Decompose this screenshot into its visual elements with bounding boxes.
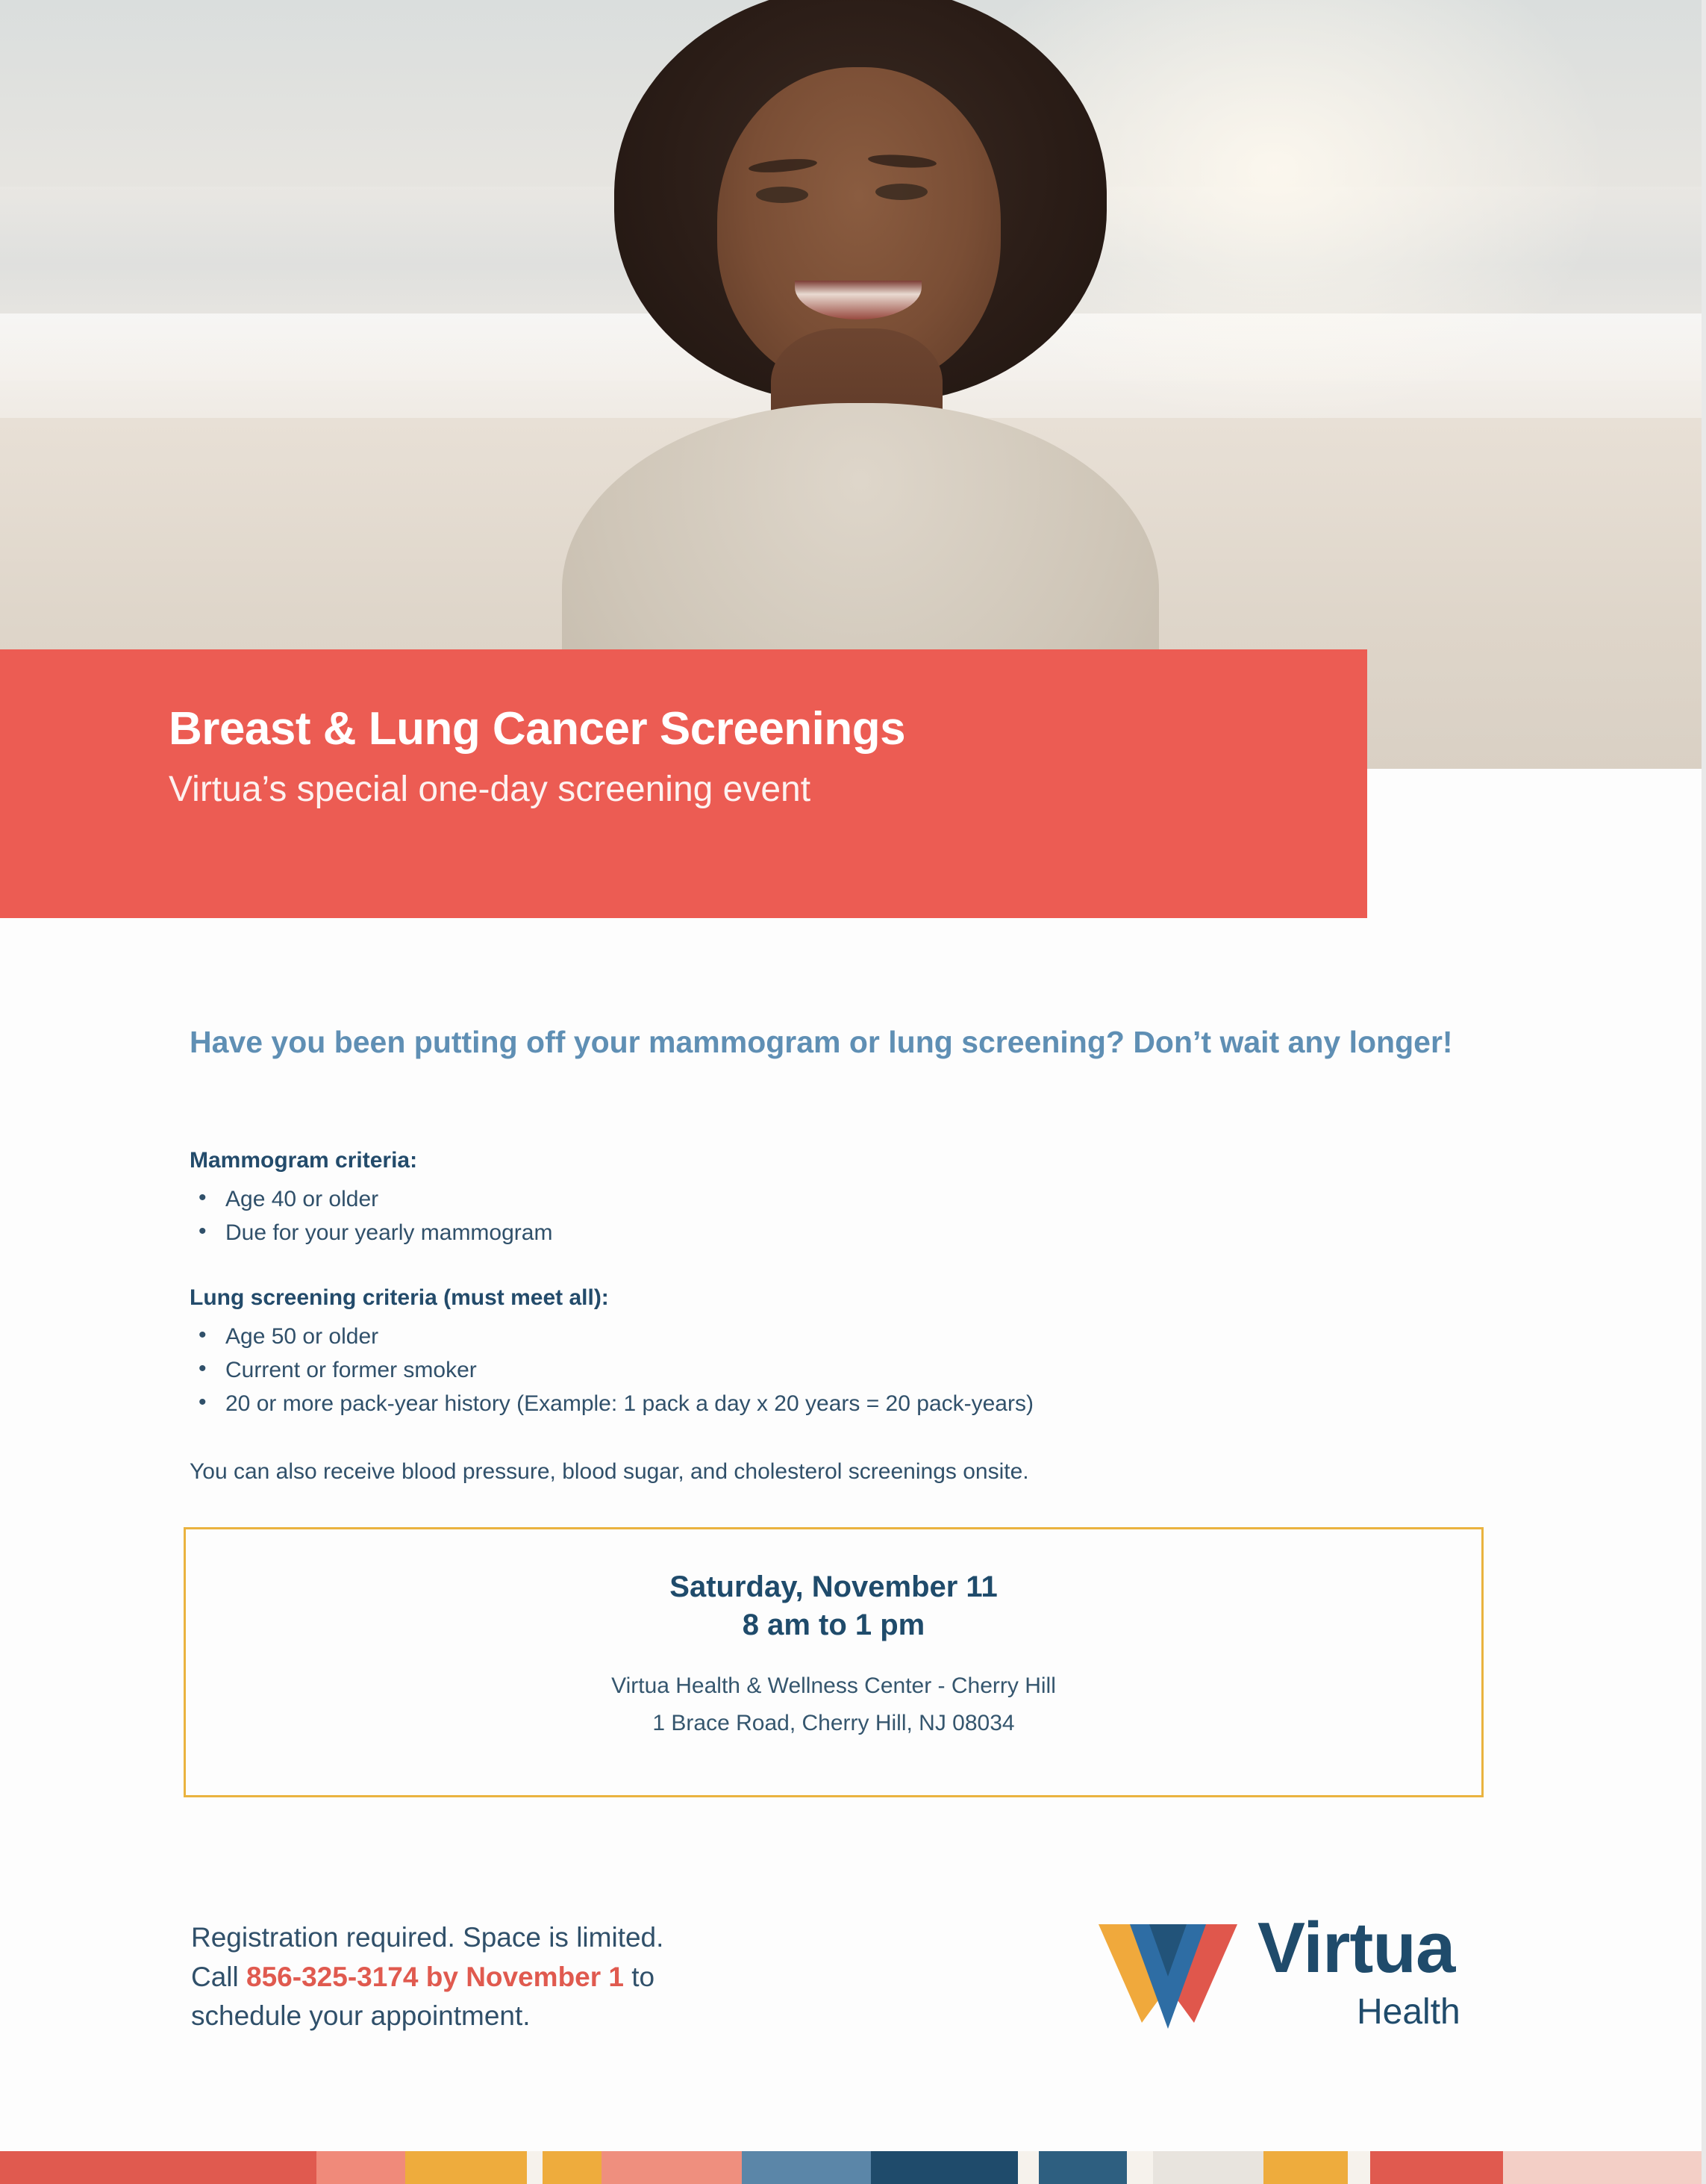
list-item: • Age 50 or older — [190, 1320, 1503, 1353]
color-bar-segment-6 — [742, 2151, 871, 2184]
additional-screenings-note: You can also receive blood pressure, blood sugar, and cholesterol screenings onsite. — [190, 1459, 1029, 1484]
logo-subtext: Health — [1357, 1992, 1460, 2032]
virtua-health-logo — [1097, 1908, 1515, 2082]
event-venue: Virtua Health & Wellness Center - Cherry Hill — [611, 1673, 1056, 1699]
color-bar-segment-7 — [871, 2151, 1018, 2184]
eye-right — [875, 184, 928, 200]
event-date: Saturday, November 11 — [669, 1570, 998, 1603]
color-bar-segment-8 — [1018, 2151, 1039, 2184]
event-time: 8 am to 1 pm — [742, 1609, 925, 1642]
call-suffix: to — [624, 1961, 655, 1992]
eye-left — [756, 187, 808, 203]
color-bar-segment-10 — [1127, 2151, 1153, 2184]
page-title: Breast & Lung Cancer Screenings — [169, 703, 906, 755]
color-bar-segment-0 — [0, 2151, 316, 2184]
phone-number[interactable]: 856-325-3174 by November 1 — [246, 1961, 624, 1992]
color-bar-segment-1 — [316, 2151, 404, 2184]
bottom-color-bar — [0, 2151, 1706, 2184]
call-prefix: Call — [191, 1961, 247, 1992]
lung-criteria-block — [190, 1285, 1503, 1420]
color-bar-segment-11 — [1153, 2151, 1263, 2184]
list-item: • Current or former smoker — [190, 1353, 1503, 1387]
list-item: • Age 40 or older — [190, 1182, 1503, 1216]
mammogram-criteria-block — [190, 1148, 1503, 1249]
page-subtitle: Virtua’s special one-day screening event — [169, 770, 811, 809]
mammogram-criteria-list — [190, 1182, 1503, 1249]
color-bar-segment-9 — [1039, 2151, 1127, 2184]
registration-line-3: schedule your appointment. — [191, 2000, 531, 2032]
color-bar-segment-5 — [602, 2151, 742, 2184]
registration-line-1: Registration required. Space is limited. — [191, 1922, 664, 1953]
logo-wordmark: Virtua — [1257, 1908, 1455, 1988]
registration-line-2 — [191, 1958, 1012, 1997]
registration-info — [191, 1918, 1012, 2036]
color-bar-segment-15 — [1503, 2151, 1706, 2184]
page-edge — [1702, 0, 1706, 2184]
event-address: 1 Brace Road, Cherry Hill, NJ 08034 — [652, 1710, 1015, 1735]
color-bar-segment-13 — [1348, 2151, 1370, 2184]
mammogram-criteria-heading: Mammogram criteria: — [190, 1148, 418, 1173]
list-item: • 20 or more pack-year history (Example: 1 pack a day x 20 years = 20 pack-years) — [190, 1387, 1503, 1420]
color-bar-segment-4 — [543, 2151, 602, 2184]
event-details-box — [184, 1527, 1484, 1797]
list-item: • Due for your yearly mammogram — [190, 1216, 1503, 1249]
color-bar-segment-12 — [1263, 2151, 1349, 2184]
virtua-heart-icon — [1097, 1918, 1239, 2030]
lung-criteria-list — [190, 1320, 1503, 1420]
color-bar-segment-3 — [527, 2151, 543, 2184]
color-bar-segment-14 — [1370, 2151, 1503, 2184]
lede-text: Have you been putting off your mammogram or lung screening? Don’t wait any longer! — [190, 1025, 1453, 1059]
lung-criteria-heading: Lung screening criteria (must meet all): — [190, 1285, 609, 1310]
color-bar-segment-2 — [405, 2151, 527, 2184]
title-banner — [0, 649, 1367, 918]
